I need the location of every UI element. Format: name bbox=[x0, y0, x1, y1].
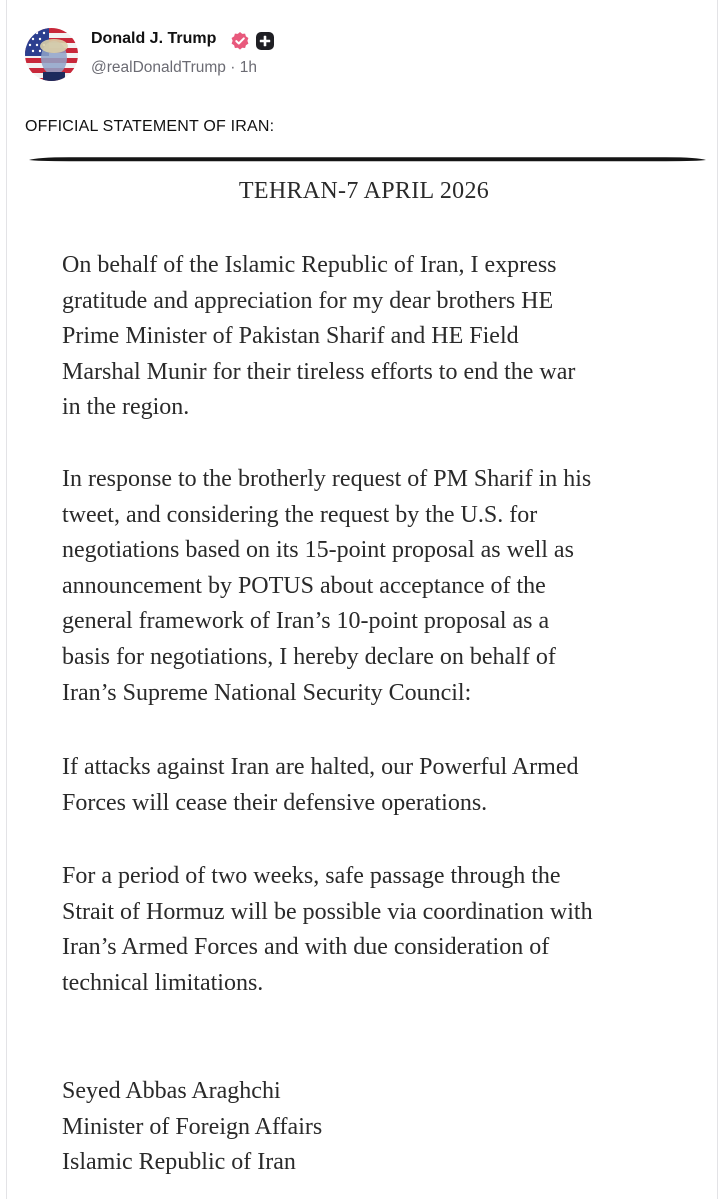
statement-line: technical limitations. bbox=[62, 969, 264, 996]
statement-line: For a period of two weeks, safe passage through the bbox=[62, 863, 561, 889]
statement-line: Iran’s Supreme National Security Council: bbox=[62, 679, 472, 706]
statement-signature bbox=[62, 1074, 322, 1181]
statement-line: basis for negotiations, I hereby declare on behalf of bbox=[62, 643, 556, 670]
statement-line: negotiations based on its 15-point proposal as well as bbox=[62, 537, 574, 564]
meta-separator: · bbox=[230, 59, 236, 76]
avatar[interactable] bbox=[25, 28, 78, 81]
statement-line: Iran’s Armed Forces and with due consideration of bbox=[62, 934, 550, 961]
statement-line: If attacks against Iran are halted, our Powerful Armed bbox=[62, 754, 579, 780]
statement-line: tweet, and considering the request by the U.S. for bbox=[62, 501, 538, 528]
handle-line bbox=[91, 59, 257, 77]
post-timestamp[interactable]: 1h bbox=[239, 59, 257, 76]
statement-line: Forces will cease their defensive operations. bbox=[62, 789, 488, 816]
statement-line: Marshal Munir for their tireless efforts to end the war bbox=[62, 358, 576, 385]
statement-line: In response to the brotherly request of PM Sharif in his bbox=[62, 466, 592, 492]
statement-line: announcement by POTUS about acceptance of the bbox=[62, 572, 546, 599]
statement-paragraph-1 bbox=[62, 248, 575, 426]
author-name[interactable]: Donald J. Trump bbox=[91, 30, 217, 47]
statement-line: Prime Minister of Pakistan Sharif and HE Field bbox=[62, 323, 519, 350]
post-card bbox=[6, 0, 718, 1199]
statement-line: gratitude and appreciation for my dear brothers HE bbox=[62, 287, 554, 314]
author-handle[interactable]: @realDonaldTrump bbox=[91, 59, 226, 76]
statement-paragraph-2 bbox=[62, 462, 591, 711]
statement-top-rule bbox=[29, 156, 706, 162]
signatory-name: Seyed Abbas Araghchi bbox=[62, 1078, 281, 1104]
signatory-title: Minister of Foreign Affairs bbox=[62, 1113, 323, 1140]
statement-image[interactable] bbox=[29, 156, 706, 1199]
post-text: OFFICIAL STATEMENT OF IRAN: bbox=[25, 118, 275, 135]
statement-line: On behalf of the Islamic Republic of Iran, I express bbox=[62, 252, 557, 278]
statement-line: general framework of Iran’s 10-point proposal as a bbox=[62, 608, 550, 635]
verified-badge-icon bbox=[230, 31, 250, 51]
statement-heading: TEHRAN-7 APRIL 2026 bbox=[238, 178, 490, 204]
statement-line: in the region. bbox=[62, 394, 190, 421]
statement-line: Strait of Hormuz will be possible via coordination with bbox=[62, 898, 593, 925]
statement-paragraph-4 bbox=[62, 859, 593, 1001]
plus-badge-icon bbox=[255, 31, 275, 51]
signatory-country: Islamic Republic of Iran bbox=[62, 1149, 296, 1176]
statement-paragraph-3 bbox=[62, 750, 578, 821]
avatar-flag-portrait-icon bbox=[25, 28, 78, 81]
